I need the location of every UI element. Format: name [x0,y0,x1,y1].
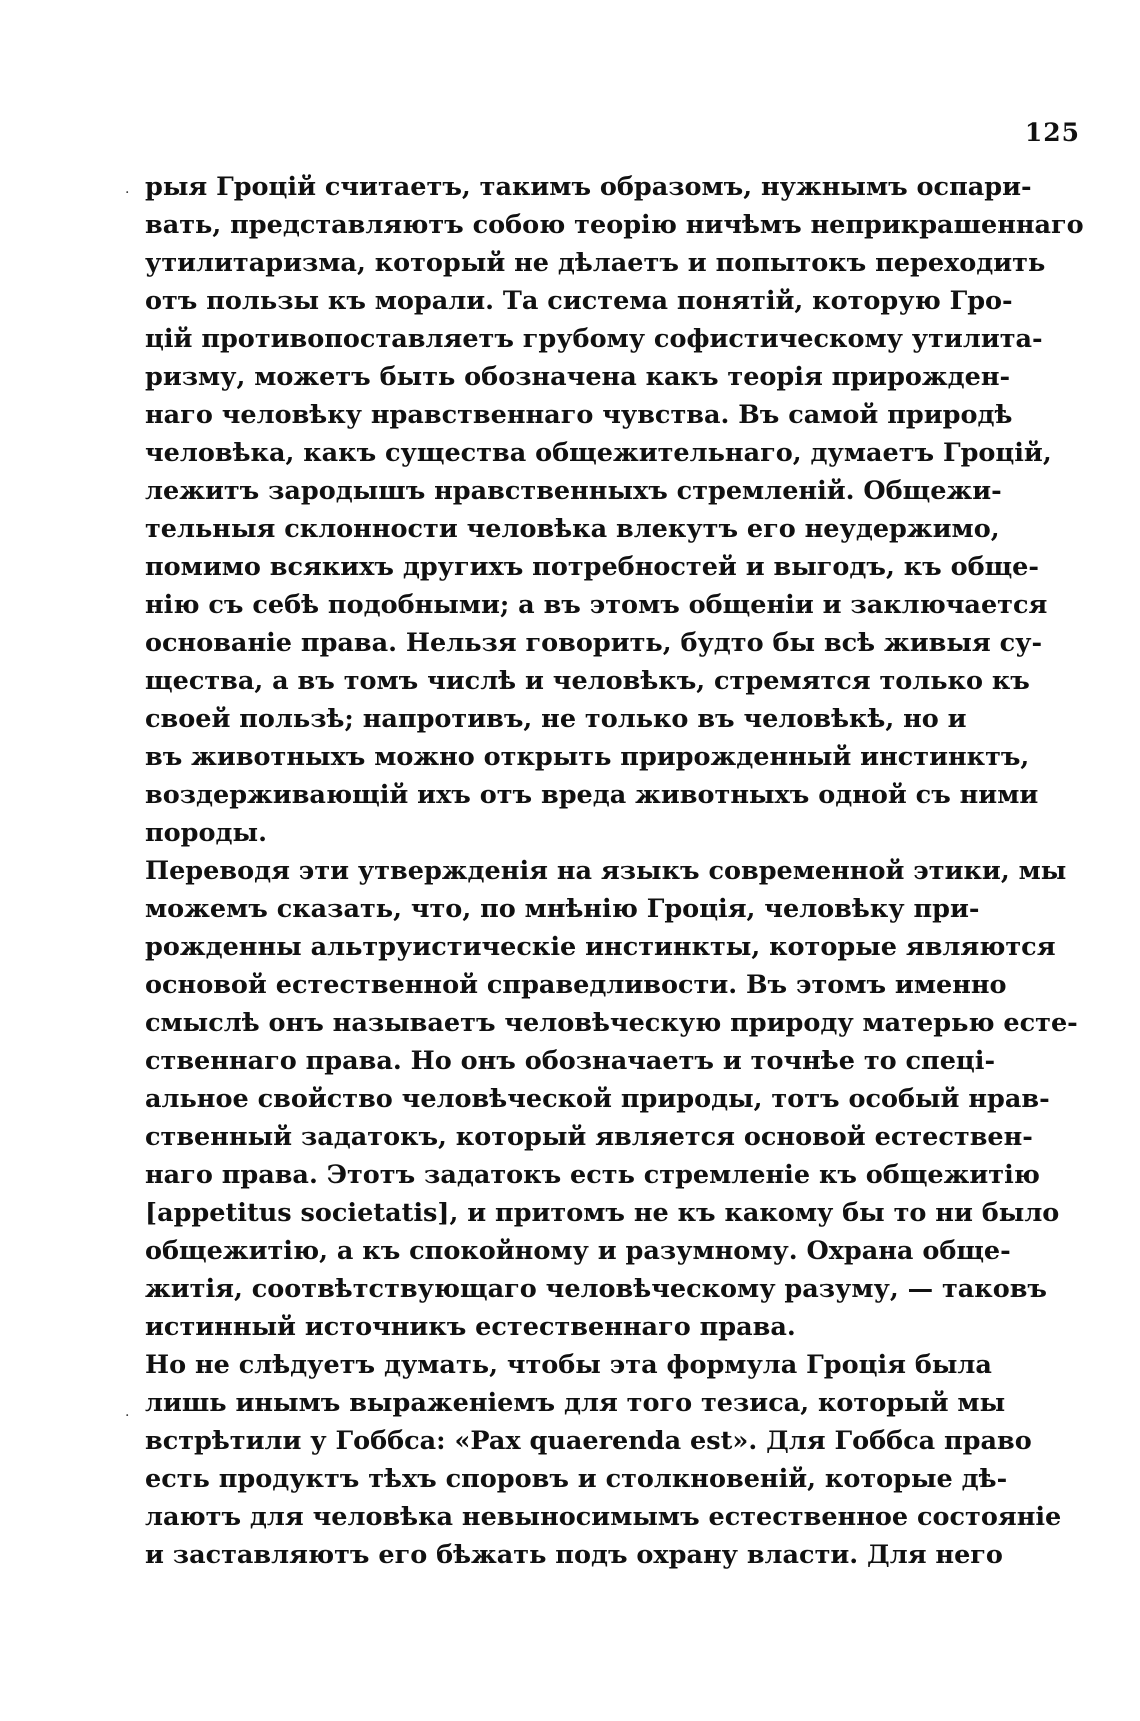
text-line: щества, а въ томъ числѣ и человѣкъ, стремятся только къ [145,666,1030,696]
text-line: альное свойство человѣческой природы, тотъ особый нрав- [145,1084,1050,1114]
text-line: наго права. Этотъ задатокъ есть стремленіе къ общежитію [145,1160,1040,1190]
text-line: лаютъ для человѣка невыносимымъ естественное состояніе [145,1502,1062,1532]
text-line: утилитаризма, который не дѣлаетъ и попытокъ переходить [145,248,1046,278]
paragraph [145,852,1078,1346]
text-line: вать, представляютъ собою теорію ничѣмъ неприкрашеннаго [145,210,1084,240]
text-line: отъ пользы къ морали. Та система понятій, которую Гро- [145,286,1013,316]
text-line: можемъ сказать, что, по мнѣнію Гроція, человѣку при- [145,894,980,924]
text-line: общежитію, а къ спокойному и разумному. Охрана обще- [145,1236,1011,1266]
text-line: житія, соотвѣтствующаго человѣческому разуму, — таковъ [145,1274,1047,1304]
text-line: породы. [145,818,267,848]
text-line: есть продуктъ тѣхъ споровъ и столкновеній, которые дѣ- [145,1464,1008,1494]
text-line: ственный задатокъ, который является основой естествен- [145,1122,1033,1152]
text-line: [appetitus societatis], и притомъ не къ какому бы то ни было [145,1198,1060,1228]
text-line: истинный источникъ естественнаго права. [145,1312,796,1342]
text-line: воздерживающій ихъ отъ вреда животныхъ одной съ ними [145,780,1039,810]
text-line: ризму, можетъ быть обозначена какъ теорія прирожден- [145,362,1011,392]
text-line: смыслѣ онъ называетъ человѣческую природу матерью есте- [145,1008,1078,1038]
text-line: человѣка, какъ существа общежительнаго, думаетъ Гроцій, [145,438,1052,468]
text-line: Но не слѣдуетъ думать, чтобы эта формула Гроція была [145,1350,992,1380]
margin-mark: · [125,1408,130,1424]
text-line: нію съ себѣ подобными; а въ этомъ общеніи и заключается [145,590,1048,620]
text-line: въ животныхъ можно открыть прирожденный инстинктъ, [145,742,1030,772]
margin-mark: · [125,185,130,201]
paragraph [145,168,1084,852]
text-line: Переводя эти утвержденія на языкъ современной этики, мы [145,856,1067,886]
text-line: лишь инымъ выраженіемъ для того тезиса, который мы [145,1388,1006,1418]
text-line: тельныя склонности человѣка влекутъ его неудержимо, [145,514,1000,544]
text-line: лежитъ зародышъ нравственныхъ стремленій. Общежи- [145,476,1002,506]
text-line: наго человѣку нравственнаго чувства. Въ самой природѣ [145,400,1013,430]
text-line: своей пользѣ; напротивъ, не только въ человѣкѣ, но и [145,704,967,734]
text-line: цій противопоставляетъ грубому софистическому утилита- [145,324,1043,354]
text-line: встрѣтили у Гоббса: «Pax quaerenda est». Для Гоббса право [145,1426,1032,1456]
body-text [145,168,1084,1574]
text-line: основой естественной справедливости. Въ этомъ именно [145,970,1007,1000]
text-line: рыя Гроцій считаетъ, такимъ образомъ, нужнымъ оспари- [145,172,1032,202]
page-number: 125 [1024,118,1080,147]
text-line: и заставляютъ его бѣжать подъ охрану власти. Для него [145,1540,1003,1570]
text-line: ственнаго права. Но онъ обозначаетъ и точнѣе то спеці- [145,1046,996,1076]
text-line: основаніе права. Нельзя говорить, будто бы всѣ живыя су- [145,628,1043,658]
text-line: рожденны альтруистическіе инстинкты, которые являются [145,932,1056,962]
paragraph [145,1346,1062,1574]
text-line: помимо всякихъ другихъ потребностей и выгодъ, къ обще- [145,552,1039,582]
